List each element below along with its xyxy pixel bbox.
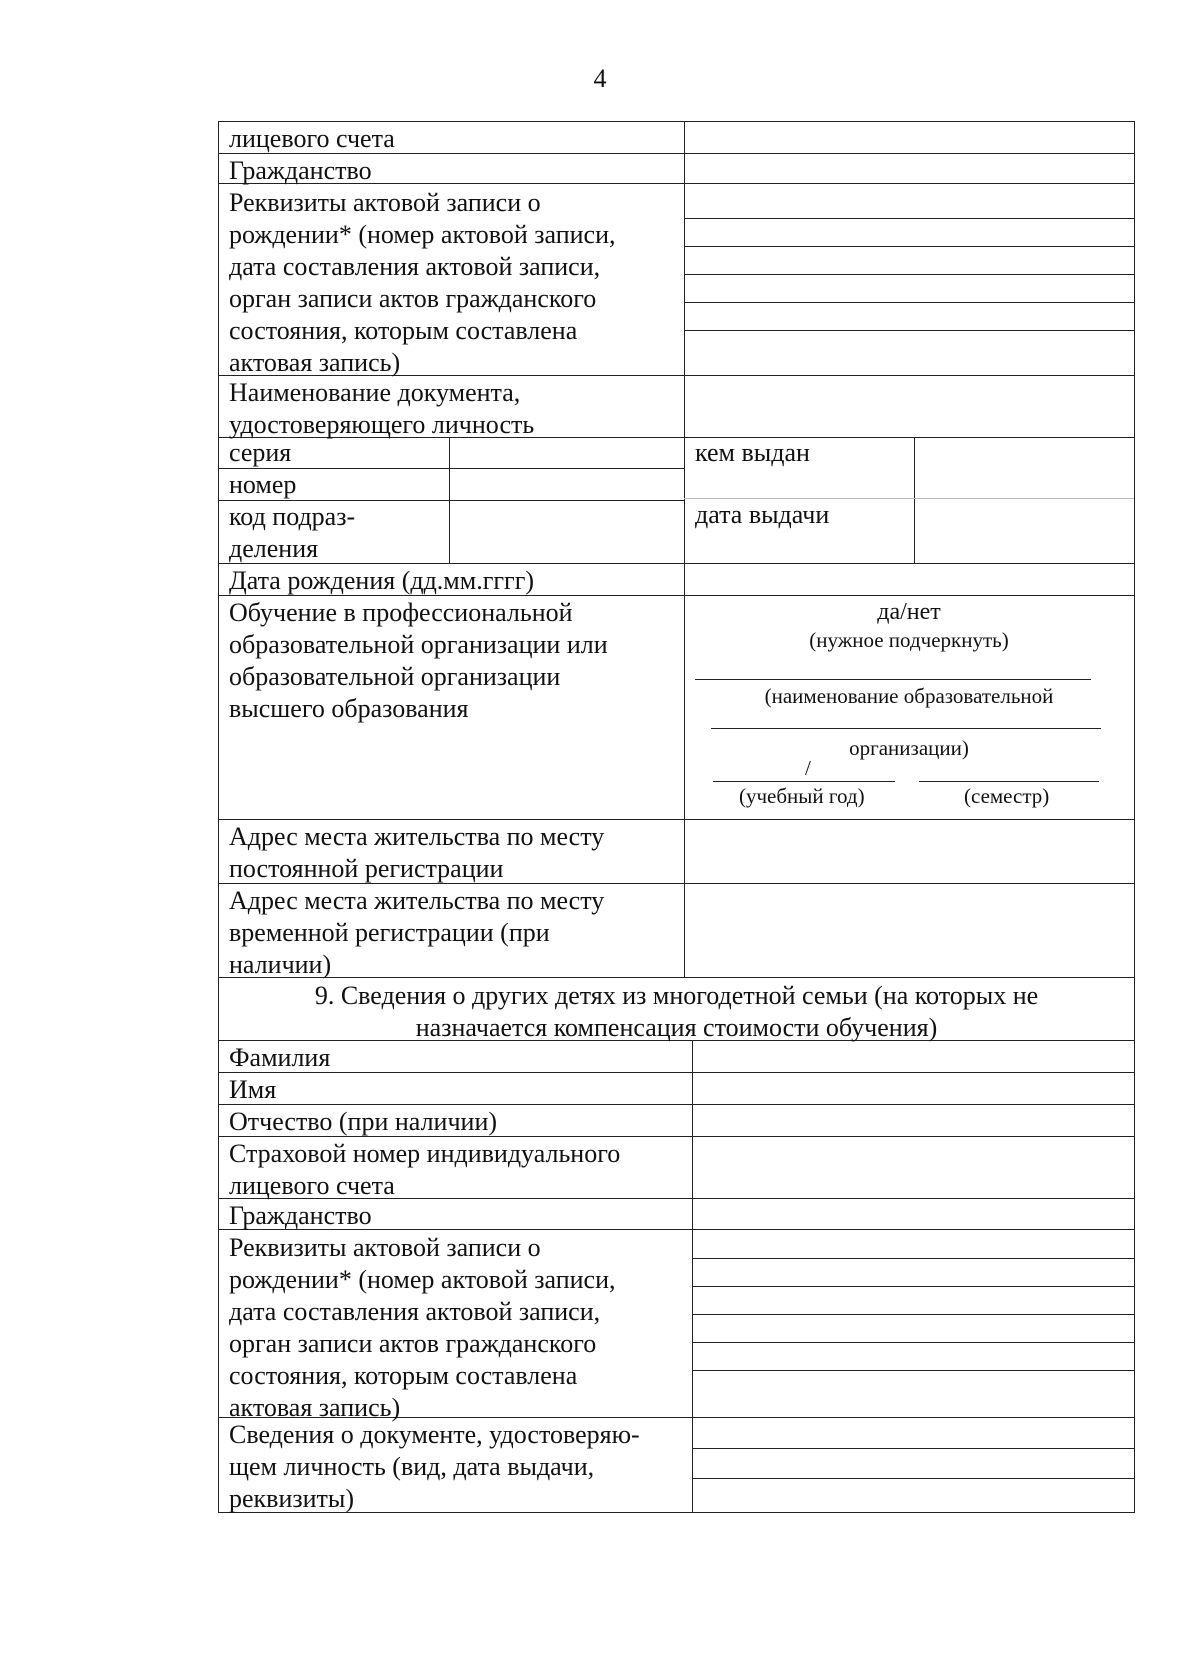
label-name: Имя	[229, 1075, 277, 1104]
row-birth-record	[218, 184, 1135, 376]
label-surname: Фамилия	[229, 1043, 331, 1072]
org-name-blank	[711, 728, 1101, 729]
row-permanent-address	[218, 820, 1135, 884]
column-divider	[684, 884, 685, 977]
label-series: серия	[229, 438, 292, 467]
label-snils: Страховой номер индивидуального лицевого счета	[229, 1139, 621, 1200]
row-id-document-2	[218, 1418, 1135, 1513]
label-account-tail: лицевого счета	[229, 124, 395, 153]
row-account-tail	[218, 121, 1135, 154]
entry-line	[692, 1286, 1134, 1287]
row-citizenship-2	[218, 1199, 1135, 1230]
entry-line	[692, 1370, 1134, 1371]
column-divider	[692, 1041, 693, 1072]
application-form-table	[218, 121, 1135, 1513]
entry-line	[684, 274, 1134, 275]
underline-hint: (нужное подчеркнуть)	[809, 628, 1009, 652]
column-divider	[684, 122, 685, 153]
org-name-hint: (наименование образовательной	[764, 684, 1054, 708]
label-temporary-address: Адрес места жительства по месту временной регистрации (при наличии)	[229, 886, 605, 979]
page-number: 4	[593, 64, 607, 93]
column-divider	[914, 438, 915, 563]
label-birth-date: Дата рождения (дд.мм.гггг)	[229, 566, 535, 595]
row-temporary-address	[218, 884, 1135, 978]
entry-line	[684, 218, 1134, 219]
row-name	[218, 1073, 1135, 1105]
entry-line	[684, 330, 1134, 331]
entry-line	[692, 1478, 1134, 1479]
label-number: номер	[229, 470, 297, 499]
column-divider	[684, 564, 685, 595]
label-birth-record-2: Реквизиты актовой записи о рождении* (номер актовой записи, дата составления актовой записи, орган записи актов гражданского состояния, которым составлена актовая запись)	[229, 1233, 616, 1422]
label-birth-record: Реквизиты актовой записи о рождении* (номер актовой записи, дата составления актовой записи, орган записи актов гражданского состояния, которым составлена актовая запись)	[229, 188, 616, 377]
id-document-details-block	[218, 438, 1135, 564]
column-divider	[692, 1137, 693, 1198]
label-education: Обучение в профессиональной образовательной организации или образовательной организации высшего образования	[229, 598, 608, 723]
entry-line	[692, 1448, 1134, 1449]
column-divider	[684, 820, 685, 883]
label-patronymic: Отчество (при наличии)	[229, 1107, 498, 1136]
entry-line	[692, 1258, 1134, 1259]
column-divider	[684, 154, 685, 183]
column-divider	[684, 184, 685, 375]
school-year-blank	[713, 781, 895, 782]
label-subdivision-code: код подраз- деления	[229, 502, 356, 563]
label-id-document-name: Наименование документа, удостоверяющего личность	[229, 378, 535, 439]
semester-hint: (семестр)	[964, 784, 1050, 808]
column-divider	[692, 1105, 693, 1136]
entry-line	[692, 1314, 1134, 1315]
column-divider	[692, 1199, 693, 1229]
school-year-slash: /	[805, 756, 811, 780]
row-birth-record-2	[218, 1230, 1135, 1422]
entry-line	[684, 302, 1134, 303]
row-id-document-name	[218, 376, 1135, 438]
entry-line	[692, 1342, 1134, 1343]
org-name-blank	[695, 679, 1091, 680]
entry-line	[684, 246, 1134, 247]
label-citizenship-2: Гражданство	[229, 1201, 372, 1230]
column-divider	[684, 376, 685, 437]
row-snils	[218, 1137, 1135, 1199]
row-citizenship	[218, 154, 1135, 184]
label-id-document-2: Сведения о документе, удостоверяю- щем личность (вид, дата выдачи, реквизиты)	[229, 1420, 640, 1513]
row-education	[218, 596, 1135, 820]
label-issued-by: кем выдан	[695, 438, 810, 467]
semester-blank	[919, 781, 1099, 782]
row-birth-date	[218, 564, 1135, 596]
section-9-title-line-2: назначается компенсация стоимости обучения)	[415, 1013, 938, 1042]
section-9-title	[218, 978, 1135, 1041]
org-name-hint-end: организации)	[849, 736, 969, 760]
label-citizenship: Гражданство	[229, 156, 372, 185]
column-divider	[684, 438, 685, 563]
school-year-hint: (учебный год)	[739, 784, 865, 808]
row-patronymic	[218, 1105, 1135, 1137]
label-issue-date: дата выдачи	[695, 500, 830, 529]
section-9-title-line-1: 9. Сведения о других детях из многодетной семьи (на которых не	[314, 981, 1039, 1010]
row-surname	[218, 1041, 1135, 1073]
column-divider	[692, 1418, 693, 1512]
column-divider	[692, 1073, 693, 1104]
yes-no-choice: да/нет	[877, 599, 941, 625]
label-permanent-address: Адрес места жительства по месту постоянной регистрации	[229, 822, 605, 883]
